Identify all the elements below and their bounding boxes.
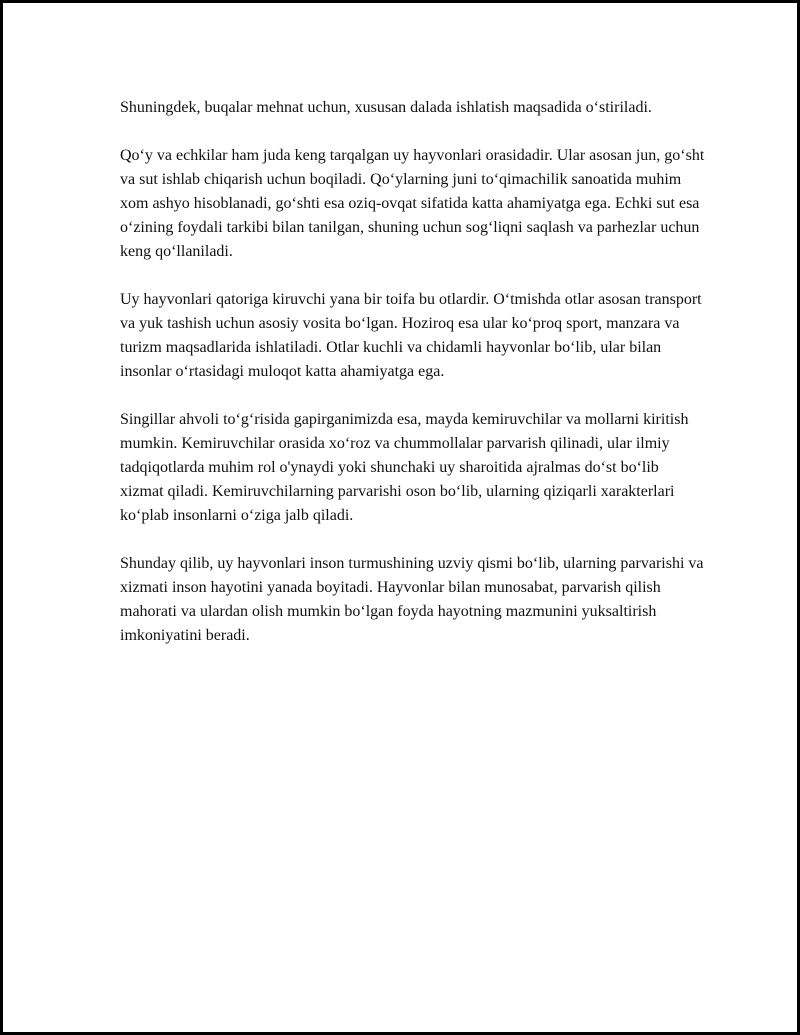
paragraph-5: Shunday qilib, uy hayvonlari inson turmushining uzviy qismi bo‘lib, ularning parvarishi va xizmati inson hayotini yanada boyitadi. Hayvonlar bilan munosabat, parvarish qilish mahorati va ulardan olish mumkin bo‘lgan foyda hayotning mazmunini yuksaltirish imkoniyatini beradi. [120,555,704,644]
paragraph-4: Singillar ahvoli to‘g‘risida gapirganimizda esa, mayda kemiruvchilar va mollarni kiritish mumkin. Kemiruvchilar orasida xo‘roz va chummollalar parvarish qilinadi, ular ilmiy tadqiqotlarda muhim rol o'ynaydi yoki shunchaki uy sharoitida ajralmas do‘st bo‘lib xizmat qiladi. Kemiruvchilarning parvarishi oson bo‘lib, ularning qiziqarli xarakterlari ko‘plab insonlarni o‘ziga jalb qiladi. [120,411,689,524]
paragraph-3: Uy hayvonlari qatoriga kiruvchi yana bir toifa bu otlardir. O‘tmishda otlar asosan transport va yuk tashish uchun asosiy vosita bo‘lgan. Hoziroq esa ular ko‘proq sport, manzara va turizm maqsadlarida ishlatiladi. Otlar kuchli va chidamli hayvonlar bo‘lib, ular bilan insonlar o‘rtasidagi muloqot katta ahamiyatga ega. [120,291,702,380]
document-body [120,96,705,672]
paragraph-2: Qo‘y va echkilar ham juda keng tarqalgan uy hayvonlari orasidadir. Ular asosan jun, go‘sht va sut ishlab chiqarish uchun boqiladi. Qo‘ylarning juni to‘qimachilik sanoatida muhim xom ashyo hisoblanadi, go‘shti esa oziq-ovqat sifatida katta ahamiyatga ega. Echki sut esa o‘zining foydali tarkibi bilan tanilgan, shuning uchun sog‘liqni saqlash va parhezlar uchun keng qo‘llaniladi. [120,147,705,260]
paragraph-1: Shuningdek, buqalar mehnat uchun, xususan dalada ishlatish maqsadida o‘stiriladi. [120,99,652,116]
